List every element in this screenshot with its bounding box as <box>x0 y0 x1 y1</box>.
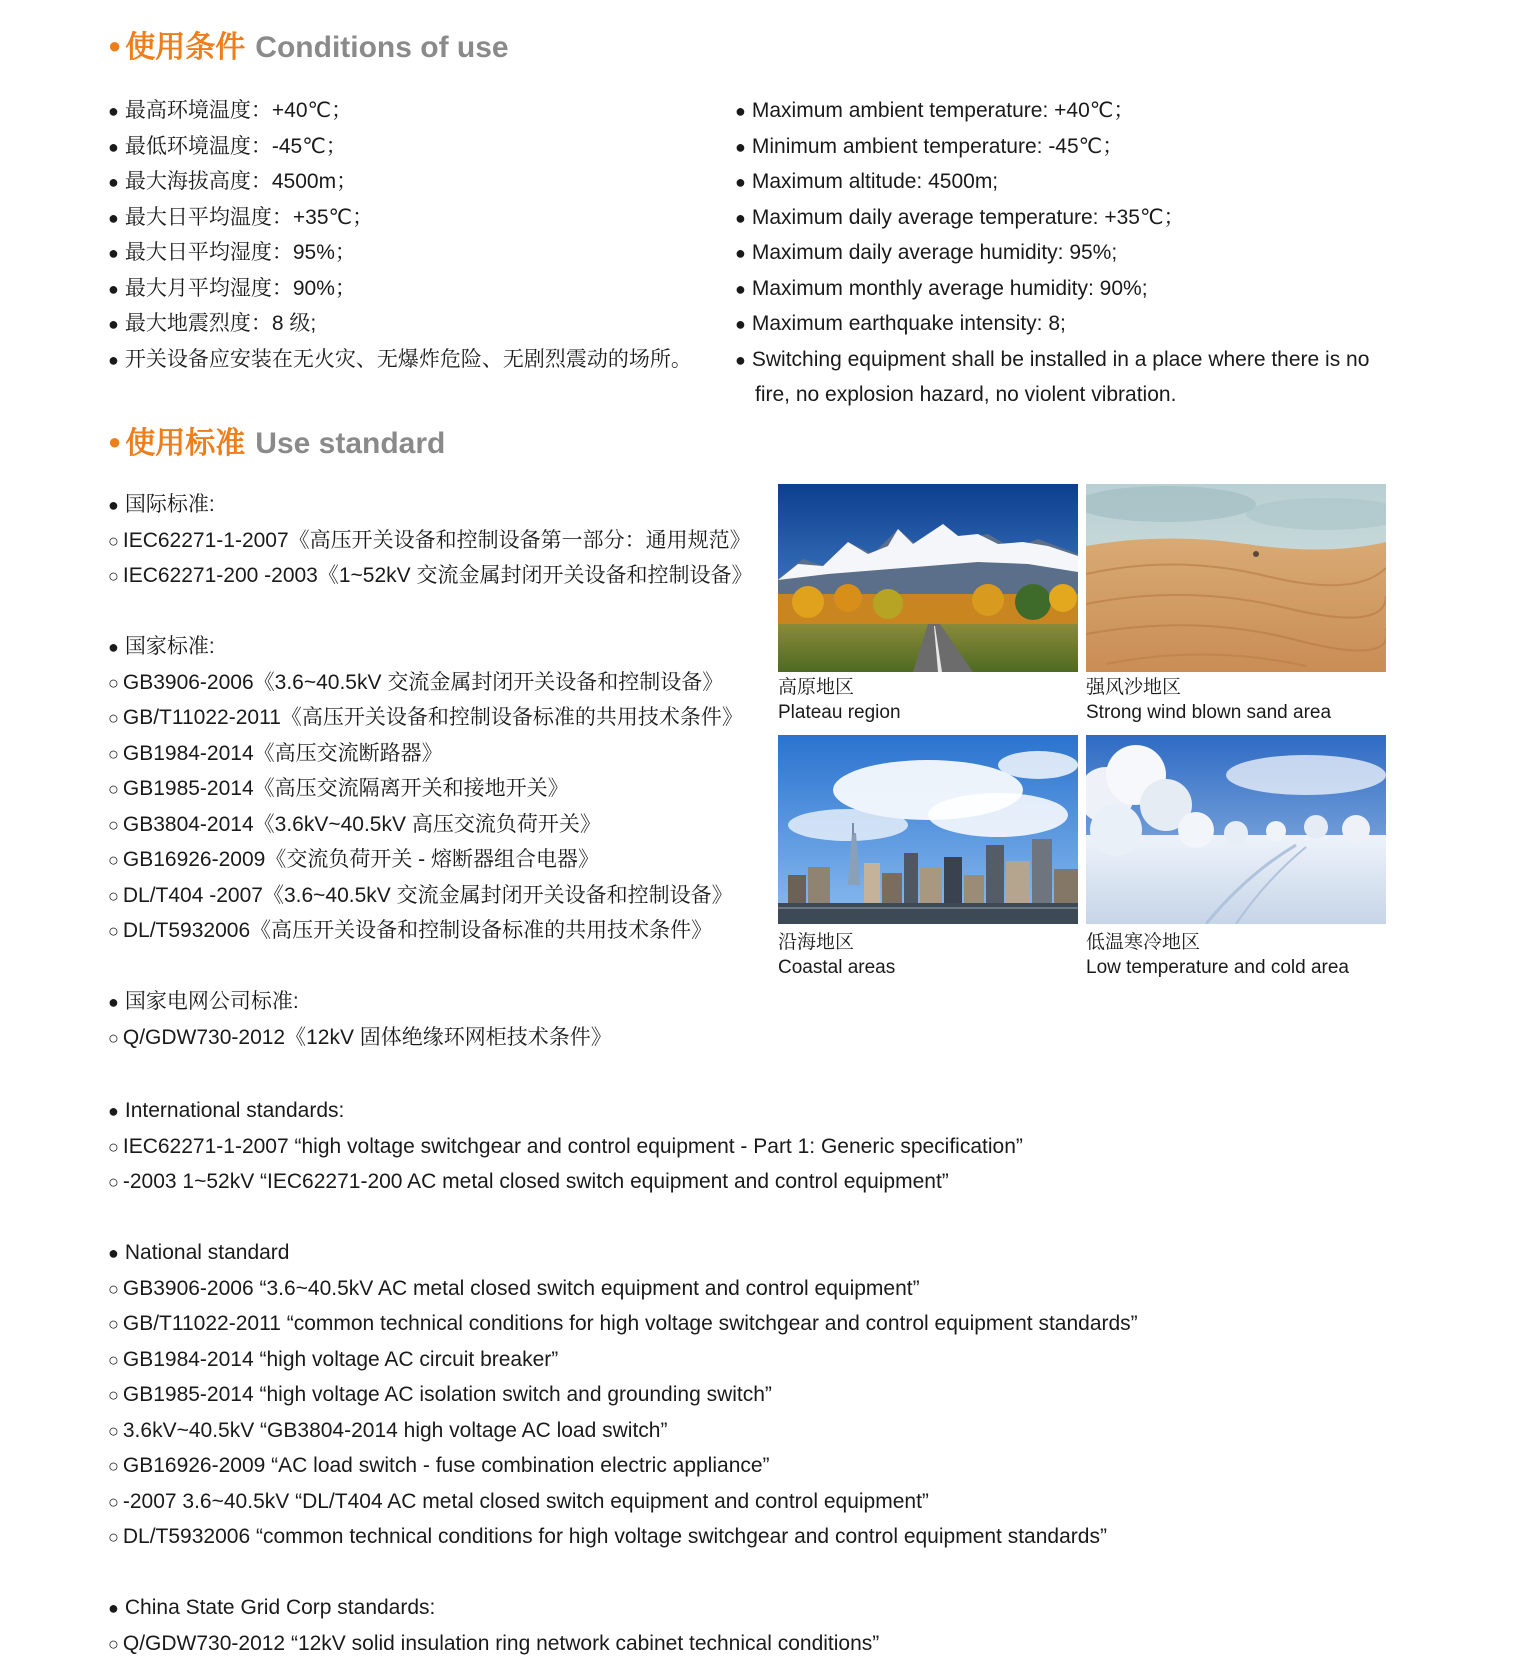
plateau-photo <box>778 484 1078 672</box>
hollow-bullet-icon: ○ <box>108 1527 119 1547</box>
hollow-bullet-icon: ○ <box>108 779 119 799</box>
hollow-bullet-icon: ○ <box>108 850 119 870</box>
list-item: ● Maximum altitude: 4500m; <box>735 170 999 193</box>
list-item: ● 最低环境温度：-45℃； <box>108 134 347 158</box>
list-item: ● 最大海拔高度：4500m； <box>108 170 358 193</box>
filled-bullet-icon: ● <box>735 278 746 299</box>
list-item: ● Minimum ambient temperature: -45℃； <box>735 134 1124 158</box>
filled-bullet-icon: ● <box>108 278 119 299</box>
hollow-bullet-icon: ○ <box>108 885 119 906</box>
conditions-en-list <box>735 93 1435 413</box>
filled-bullet-icon: ● <box>735 136 746 157</box>
filled-bullet-icon: ● <box>735 207 746 228</box>
conditions-cn-list <box>108 93 728 377</box>
list-item: ● 最大月平均湿度：90%； <box>108 276 356 300</box>
snow-photo <box>1086 735 1386 924</box>
filled-bullet-icon: ● <box>735 243 746 263</box>
filled-bullet-icon: ● <box>108 101 119 121</box>
list-item: ○ IEC62271-1-2007 “high voltage switchgear and control equipment - Part 1: Generic specification” <box>108 1134 1023 1158</box>
filled-bullet-icon: ● <box>108 1598 119 1618</box>
hollow-bullet-icon: ○ <box>108 1136 119 1157</box>
hollow-bullet-icon: ○ <box>108 1349 119 1370</box>
filled-bullet-icon: ● <box>108 1243 119 1263</box>
list-item: ○ GB1985-2014《高压交流隔离开关和接地开关》 <box>108 777 569 800</box>
list-item: ● 最大日平均湿度：95%； <box>108 241 356 264</box>
hollow-bullet-icon: ○ <box>108 921 119 941</box>
filled-bullet-icon: ● <box>108 136 119 157</box>
list-item: ○ GB3804-2014《3.6kV~40.5kV 高压交流负荷开关》 <box>108 812 601 836</box>
list-item: ○ -2007 3.6~40.5kV “DL/T404 AC metal closed switch equipment and control equipment” <box>108 1489 929 1513</box>
list-item: ○ GB16926-2009《交流负荷开关 - 熔断器组合电器》 <box>108 848 599 871</box>
hollow-bullet-icon: ○ <box>108 814 119 835</box>
list-item: ○ GB3906-2006《3.6~40.5kV 交流金属封闭开关设备和控制设备》 <box>108 670 724 694</box>
list-item: ○ Q/GDW730-2012《12kV 固体绝缘环网柜技术条件》 <box>108 1025 612 1049</box>
hollow-bullet-icon: ○ <box>108 1456 119 1476</box>
hollow-bullet-icon: ○ <box>108 1420 119 1441</box>
hollow-bullet-icon: ○ <box>108 566 119 586</box>
filled-bullet-icon: ● <box>108 495 119 515</box>
list-heading: ● China State Grid Corp standards: <box>108 1596 436 1619</box>
hollow-bullet-icon: ○ <box>108 1278 119 1299</box>
list-item: ● Maximum monthly average humidity: 90%; <box>735 276 1148 300</box>
list-item: ○ IEC62271-1-2007《高压开关设备和控制设备第一部分：通用规范》 <box>108 528 751 552</box>
filled-bullet-icon: ● <box>108 207 119 228</box>
list-item-continuation: fire, no explosion hazard, no violent vibration. <box>755 383 1177 406</box>
list-item: ● 最高环境温度：+40℃； <box>108 99 353 122</box>
list-heading: ● 国家电网公司标准: <box>108 990 299 1013</box>
list-heading: ● National standard <box>108 1241 290 1264</box>
list-item: ○ GB1985-2014 “high voltage AC isolation switch and grounding switch” <box>108 1383 772 1406</box>
list-item: ○ DL/T5932006《高压开关设备和控制设备标准的共用技术条件》 <box>108 919 713 942</box>
filled-bullet-icon: ● <box>108 172 119 192</box>
hollow-bullet-icon: ○ <box>108 672 119 693</box>
coastal-caption: 沿海地区 Coastal areas <box>778 932 896 978</box>
filled-bullet-icon: ● <box>108 992 119 1012</box>
desert-caption: 强风沙地区 Strong wind blown sand area <box>1086 677 1332 723</box>
hollow-bullet-icon: ○ <box>108 530 119 551</box>
coastal-photo <box>778 735 1078 924</box>
filled-bullet-icon: ● <box>735 101 746 121</box>
list-item: ● 开关设备应安装在无火灾、无爆炸危险、无剧烈震动的场所。 <box>108 347 692 371</box>
hollow-bullet-icon: ○ <box>108 1027 119 1048</box>
list-item: ● Switching equipment shall be installed in a place where there is no <box>735 347 1370 371</box>
orange-bullet-icon: ● <box>108 429 122 454</box>
standards-cn-list <box>108 487 768 1055</box>
filled-bullet-icon: ● <box>108 349 119 370</box>
list-heading: ● 国家标准: <box>108 635 215 658</box>
list-heading: ● International standards: <box>108 1099 345 1122</box>
list-item: ● 最大地震烈度：8 级; <box>108 312 317 335</box>
list-item: ● Maximum earthquake intensity: 8; <box>735 312 1066 335</box>
hollow-bullet-icon: ○ <box>108 1314 119 1334</box>
standards-heading: ● 使用标准 Use standard <box>108 427 446 460</box>
orange-bullet-icon: ● <box>108 33 122 58</box>
list-item: ● Maximum ambient temperature: +40℃； <box>735 99 1135 122</box>
filled-bullet-icon: ● <box>735 349 746 370</box>
filled-bullet-icon: ● <box>108 1101 119 1121</box>
plateau-caption: 高原地区 Plateau region <box>778 677 901 723</box>
hollow-bullet-icon: ○ <box>108 708 119 728</box>
list-item: ○ DL/T5932006 “common technical conditions for high voltage switchgear and control equipment standards” <box>108 1525 1107 1548</box>
filled-bullet-icon: ● <box>108 314 119 334</box>
hollow-bullet-icon: ○ <box>108 1633 119 1654</box>
list-item: ● Maximum daily average humidity: 95%; <box>735 241 1118 264</box>
list-item: ○ GB1984-2014《高压交流断路器》 <box>108 741 443 765</box>
filled-bullet-icon: ● <box>108 243 119 263</box>
conditions-heading: ● 使用条件 Conditions of use <box>108 31 509 64</box>
list-item: ○ -2003 1~52kV “IEC62271-200 AC metal closed switch equipment and control equipment” <box>108 1170 949 1193</box>
filled-bullet-icon: ● <box>735 172 746 192</box>
standards-en-list <box>108 1093 1408 1661</box>
list-item: ○ DL/T404 -2007《3.6~40.5kV 交流金属封闭开关设备和控制设备》 <box>108 883 733 907</box>
list-item: ○ Q/GDW730-2012 “12kV solid insulation ring network cabinet technical conditions” <box>108 1631 880 1655</box>
list-item: ○ GB16926-2009 “AC load switch - fuse combination electric appliance” <box>108 1454 770 1477</box>
hollow-bullet-icon: ○ <box>108 1491 119 1512</box>
list-item: ○ GB1984-2014 “high voltage AC circuit breaker” <box>108 1347 559 1371</box>
list-item: ○ IEC62271-200 -2003《1~52kV 交流金属封闭开关设备和控制设备》 <box>108 564 753 587</box>
filled-bullet-icon: ● <box>108 637 119 657</box>
list-heading: ● 国际标准: <box>108 493 215 516</box>
list-item: ○ GB3906-2006 “3.6~40.5kV AC metal closed switch equipment and control equipment” <box>108 1276 920 1300</box>
desert-photo <box>1086 484 1386 672</box>
filled-bullet-icon: ● <box>735 314 746 334</box>
hollow-bullet-icon: ○ <box>108 743 119 764</box>
list-item: ○ 3.6kV~40.5kV “GB3804-2014 high voltage AC load switch” <box>108 1418 668 1442</box>
list-item: ● Maximum daily average temperature: +35℃； <box>735 205 1185 229</box>
list-item: ● 最大日平均温度：+35℃； <box>108 205 374 229</box>
hollow-bullet-icon: ○ <box>108 1385 119 1405</box>
hollow-bullet-icon: ○ <box>108 1172 119 1192</box>
list-item: ○ GB/T11022-2011《高压开关设备和控制设备标准的共用技术条件》 <box>108 706 743 729</box>
list-item: ○ GB/T11022-2011 “common technical conditions for high voltage switchgear and control equipment standards” <box>108 1312 1138 1335</box>
snow-caption: 低温寒冷地区 Low temperature and cold area <box>1086 932 1349 978</box>
